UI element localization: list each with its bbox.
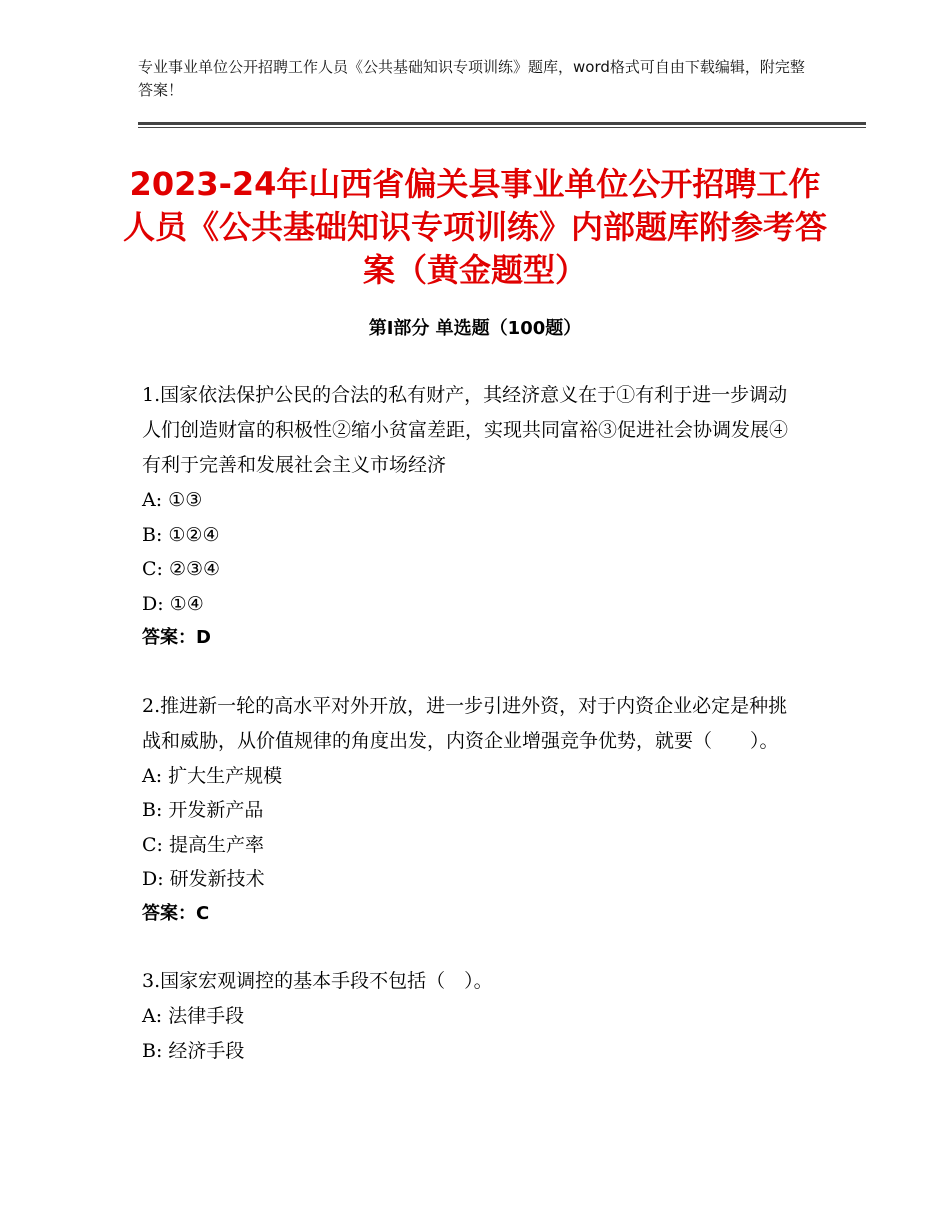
question-stem: 3.国家宏观调控的基本手段不包括（ ）。 — [142, 970, 493, 992]
section-heading: 第Ⅰ部分 单选题（100题） — [368, 318, 582, 339]
option-b: B: ①②④ — [142, 523, 220, 546]
option-d: D: 研发新技术 — [142, 868, 265, 890]
option-d: D: ①④ — [142, 592, 204, 615]
header-rule-thick — [138, 122, 866, 125]
document-title: 2023-24年山西省偏关县事业单位公开招聘工作人员《公共基础知识专项训练》内部题库附参考答案（黄金题型） — [122, 165, 827, 289]
answer: 答案：C — [142, 902, 210, 924]
answer: 答案：D — [142, 627, 211, 648]
option-a: A: 扩大生产规模 — [142, 764, 283, 787]
question-3 — [142, 964, 802, 1068]
option-a: A: ①③ — [142, 489, 203, 511]
option-b: B: 开发新产品 — [142, 799, 264, 821]
header-rule-thin — [138, 127, 866, 128]
question-stem: 2.推进新一轮的高水平对外开放，进一步引进外资，对于内资企业必定是种挑战和威胁，从价值规律的角度出发，内资企业增强竞争优势，就要（ ）。 — [142, 694, 788, 752]
question-stem: 1.国家依法保护公民的合法的私有财产，其经济意义在于①有利于进一步调动人们创造财富的积极性②缩小贫富差距，实现共同富裕③促进社会协调发展④有利于完善和发展社会主义市场经济 — [142, 384, 789, 476]
option-b: B: 经济手段 — [142, 1039, 245, 1062]
option-c: C: 提高生产率 — [142, 833, 264, 856]
question-2 — [142, 689, 802, 932]
question-list — [142, 378, 802, 1101]
question-1 — [142, 378, 802, 656]
header-note: 专业事业单位公开招聘工作人员《公共基础知识专项训练》题库，word格式可自由下载编辑，附完整答案！ — [138, 58, 805, 99]
option-c: C: ②③④ — [142, 558, 221, 580]
option-a: A: 法律手段 — [142, 1005, 245, 1027]
